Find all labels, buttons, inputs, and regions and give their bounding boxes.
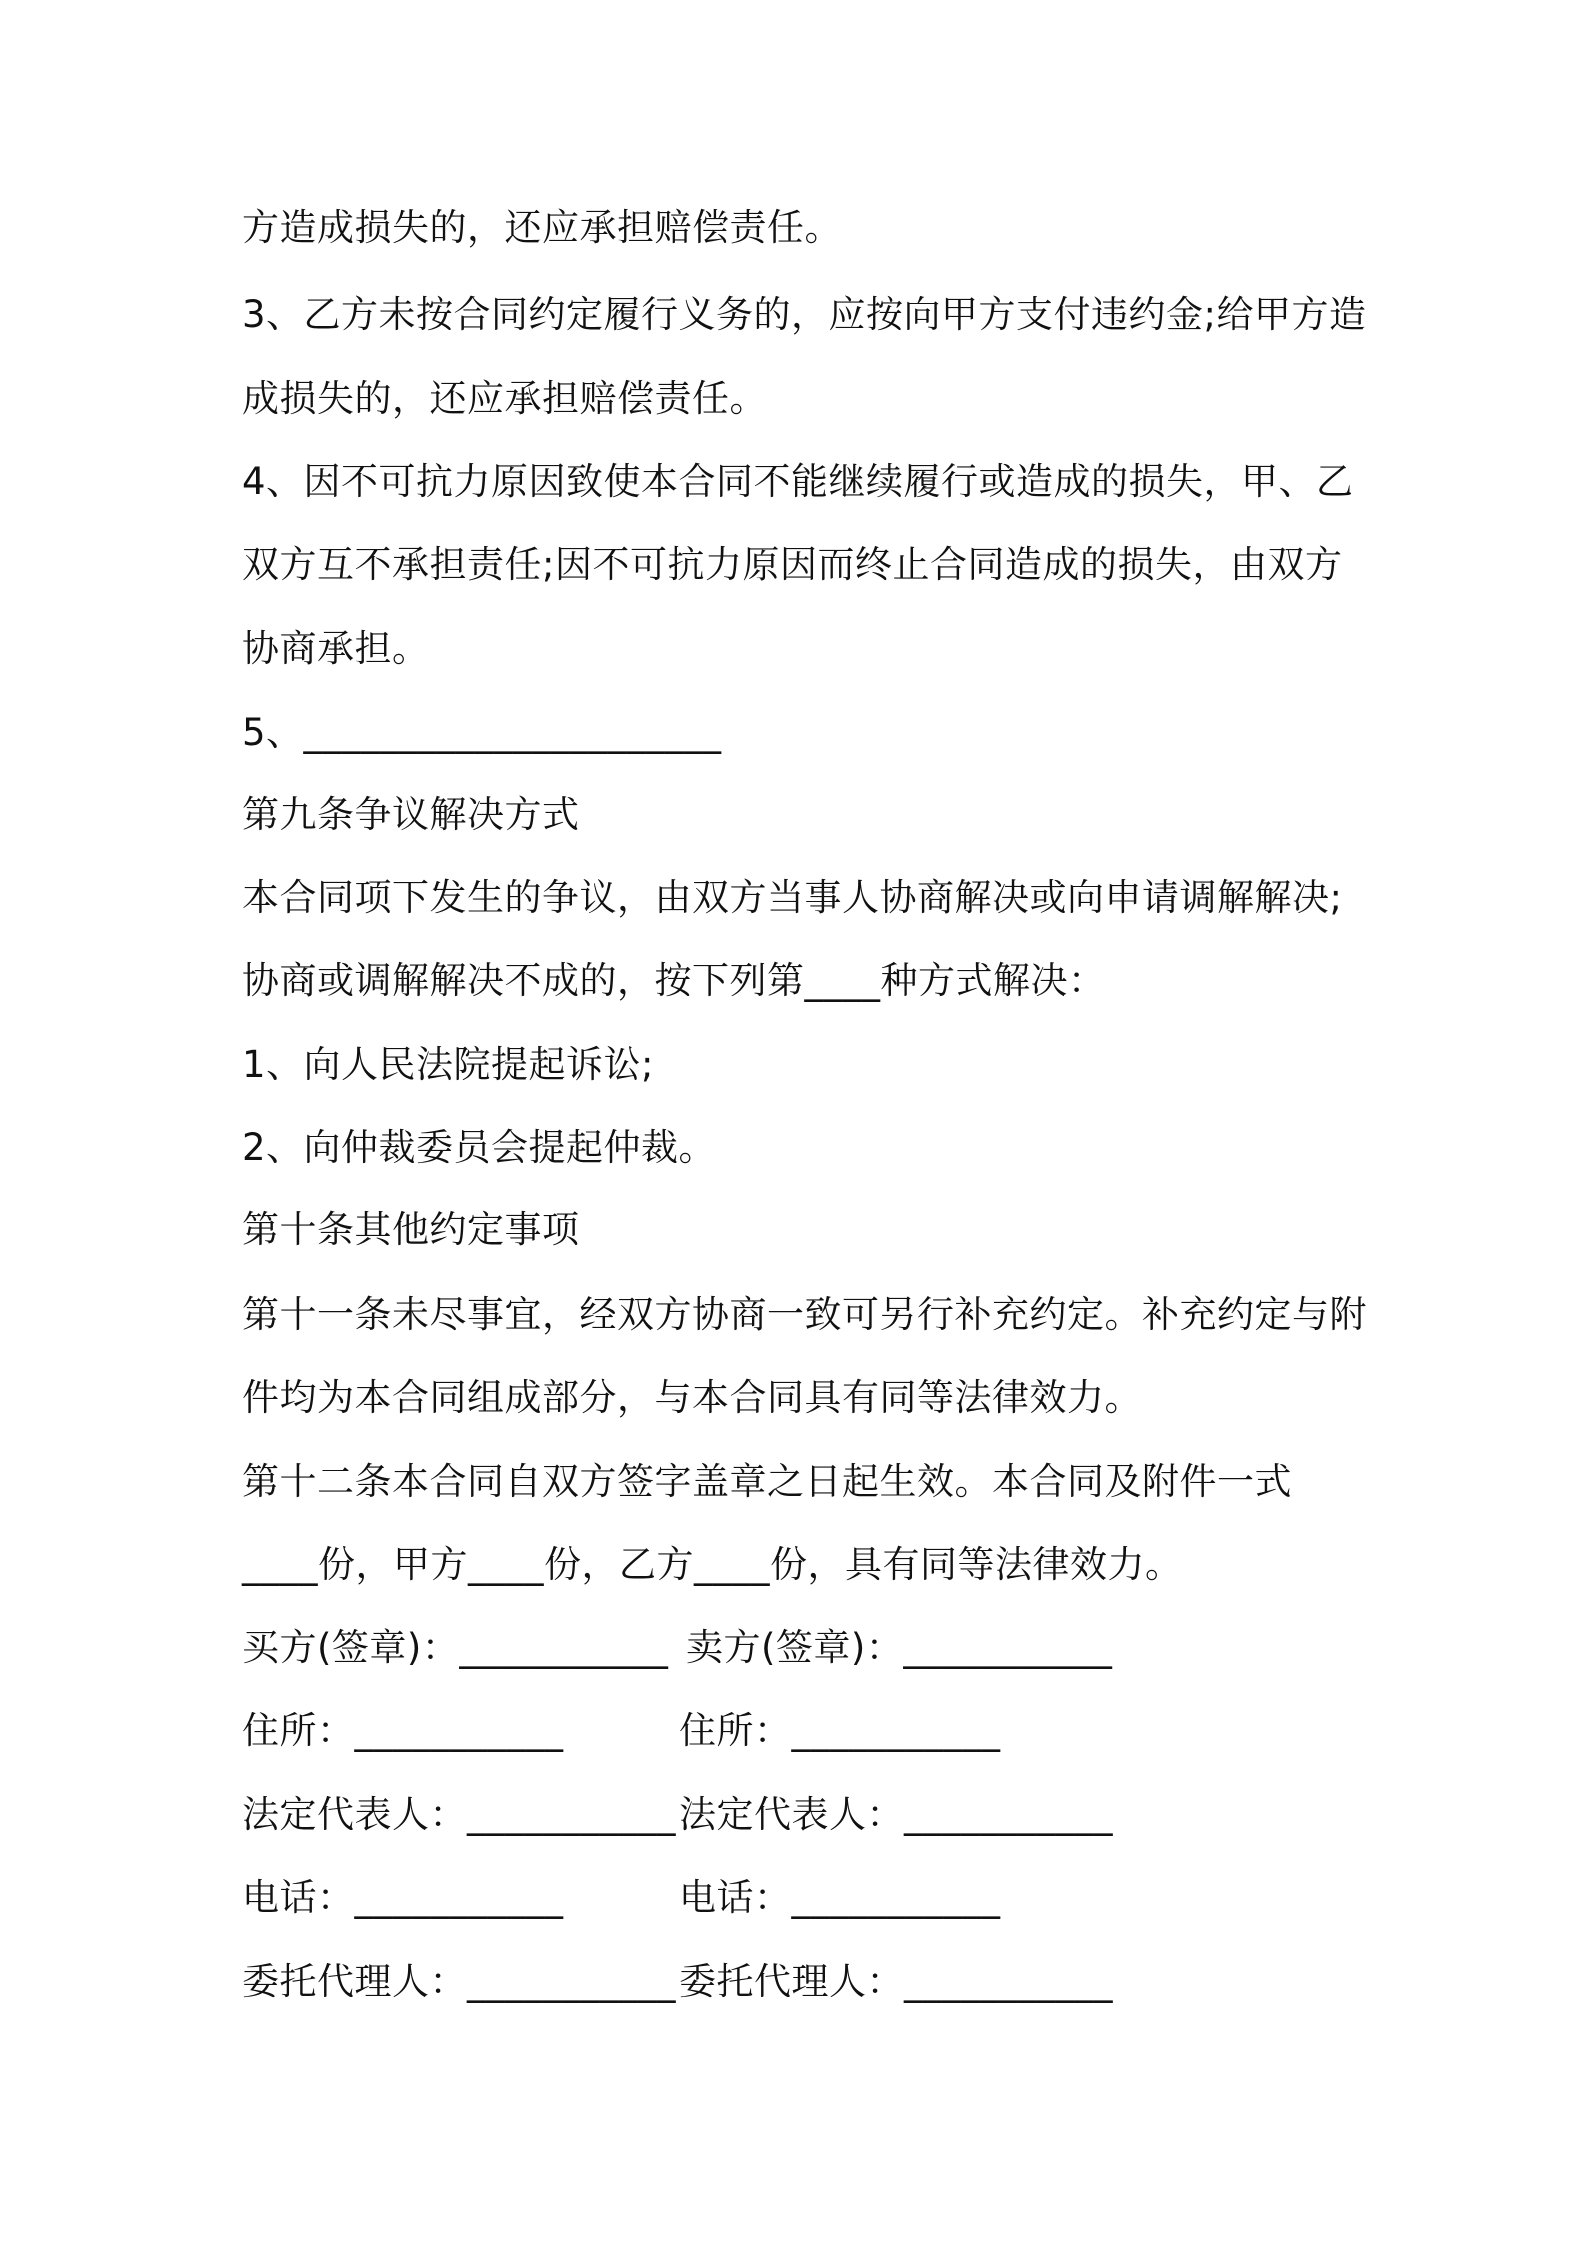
- paragraph-line: 方造成损失的，还应承担赔偿责任。: [242, 206, 842, 249]
- section-heading: 第十条其他约定事项: [242, 1208, 580, 1251]
- buyer-address-field: 住所：___________: [242, 1709, 564, 1752]
- paragraph-line: 3、乙方未按合同约定履行义务的，应按向甲方支付违约金;给甲方造: [242, 293, 1367, 336]
- paragraph-line: 4、因不可抗力原因致使本合同不能继续履行或造成的损失，甲、乙: [242, 460, 1354, 503]
- paragraph-line: 成损失的，还应承担赔偿责任。: [242, 377, 767, 420]
- paragraph-line: 5、______________________: [242, 711, 722, 754]
- buyer-agent-field: 委托代理人：___________: [242, 1960, 676, 2003]
- seller-signature-field: 卖方(签章)：___________: [686, 1626, 1113, 1669]
- seller-phone-field: 电话：___________: [679, 1876, 1001, 1919]
- buyer-phone-field: 电话：___________: [242, 1876, 564, 1919]
- seller-address-field: 住所：___________: [679, 1709, 1001, 1752]
- paragraph-line: 件均为本合同组成部分，与本合同具有同等法律效力。: [242, 1376, 1142, 1419]
- paragraph-line: 双方互不承担责任;因不可抗力原因而终止合同造成的损失，由双方: [242, 543, 1343, 586]
- paragraph-line: 第十二条本合同自双方签字盖章之日起生效。本合同及附件一式: [242, 1460, 1292, 1503]
- section-heading: 第九条争议解决方式: [242, 793, 580, 836]
- paragraph-line: 本合同项下发生的争议，由双方当事人协商解决或向申请调解解决;: [242, 876, 1343, 919]
- seller-legal-rep-field: 法定代表人：___________: [679, 1793, 1113, 1836]
- paragraph-line: 2、向仲裁委员会提起仲裁。: [242, 1126, 717, 1169]
- seller-agent-field: 委托代理人：___________: [679, 1960, 1113, 2003]
- paragraph-line: ____份，甲方____份，乙方____份，具有同等法律效力。: [242, 1543, 1183, 1586]
- buyer-signature-field: 买方(签章)：___________: [242, 1626, 669, 1669]
- paragraph-line: 第十一条未尽事宜，经双方协商一致可另行补充约定。补充约定与附: [242, 1293, 1367, 1336]
- buyer-legal-rep-field: 法定代表人：___________: [242, 1793, 676, 1836]
- paragraph-line: 1、向人民法院提起诉讼;: [242, 1043, 655, 1086]
- paragraph-line: 协商承担。: [242, 627, 430, 670]
- paragraph-line: 协商或调解解决不成的，按下列第____种方式解决：: [242, 959, 1106, 1002]
